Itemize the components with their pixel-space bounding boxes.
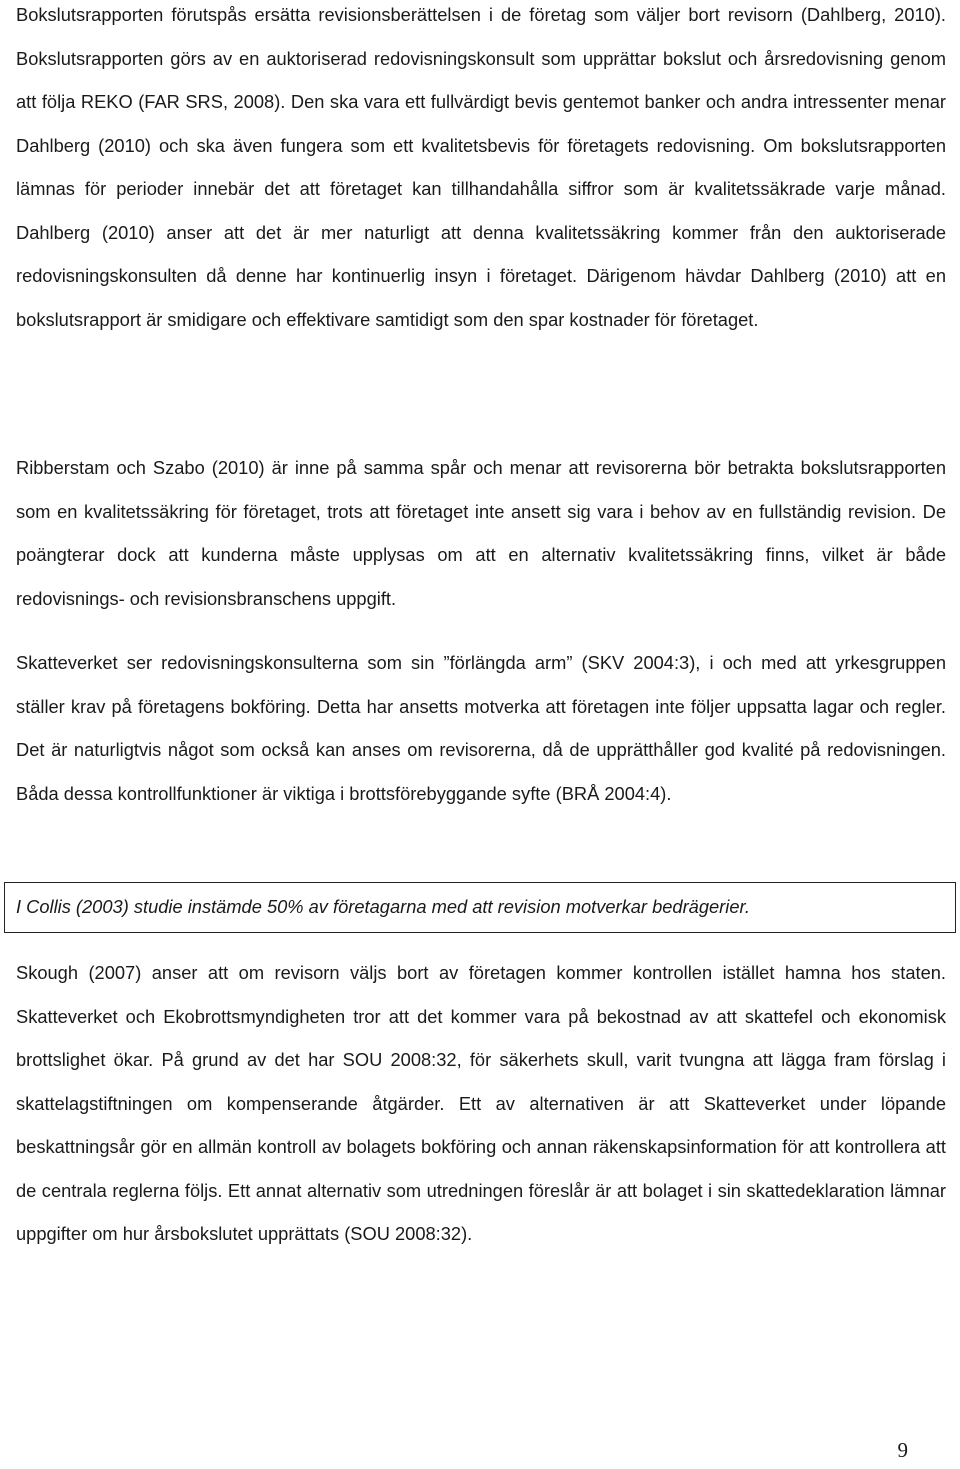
paragraph-bokslutsrapport: Bokslutsrapporten förutspås ersätta revisionsberättelsen i de företag som väljer bort revisorn (Dahlberg, 2010). Bokslutsrapporten görs av en auktoriserad redovisningskonsult som upprättar bokslut och årsredovisning genom att följa REKO (FAR SRS, 2008). Den ska vara ett fullvärdigt bevis gentemot banker och andra intressenter menar Dahlberg (2010) och ska även fungera som ett kvalitetsbevis för företagets redovisning. Om bokslutsrapporten lämnas för perioder innebär det att företaget kan tillhandahålla siffror som är kvalitetssäkrade varje månad. Dahlberg (2010) anser att det är mer naturligt att denna kvalitetssäkring kommer från den auktoriserade redovisningskonsulten då denne har kontinuerlig insyn i företaget. Därigenom hävdar Dahlberg (2010) att en bokslutsrapport är smidigare och effektivare samtidigt som den spar kostnader för företaget. bbox=[16, 4, 946, 330]
paragraph-ribberstam-szabo: Ribberstam och Szabo (2010) är inne på samma spår och menar att revisorerna bör betrakta bokslutsrapporten som en kvalitetssäkring för företaget, trots att företaget inte ansett sig vara i behov av en fullständig revision. De poängterar dock att kunderna måste upplysas om att en alternativ kvalitetssäkring finns, vilket är både redovisnings- och revisionsbranschens uppgift. bbox=[16, 457, 946, 609]
paragraph-skough: Skough (2007) anser att om revisorn väljs bort av företagen kommer kontrollen istället hamna hos staten. Skatteverket och Ekobrottsmyndigheten tror att det kommer vara på bekostnad av att skattefel och ekonomisk brottslighet ökar. På grund av det har SOU 2008:32, för säkerhets skull, varit tvungna att lägga fram förslag i skattelagstiftningen om kompenserande åtgärder. Ett av alternativen är att Skatteverket under löpande beskattningsår gör en allmän kontroll av bolagets bokföring och annan räkenskapsinformation för att kontrollera att de centrala reglerna följs. Ett annat alternativ som utredningen föreslår är att bolaget i sin skattedeklaration lämnar uppgifter om hur årsbokslutet upprättats (SOU 2008:32). bbox=[16, 962, 946, 1244]
paragraph-skatteverket: Skatteverket ser redovisningskonsulterna som sin ”förlängda arm” (SKV 2004:3), i och med att yrkesgruppen ställer krav på företagens bokföring. Detta har ansetts motverka att företagen inte följer uppsatta lagar och regler. Det är naturligtvis något som också kan anses om revisorerna, då de upprätthåller god kvalité på redovisningen. Båda dessa kontrollfunktioner är viktiga i brottsförebyggande syfte (BRÅ 2004:4). bbox=[16, 652, 946, 804]
page-number: 9 bbox=[897, 1438, 908, 1462]
boxed-italic-quote: I Collis (2003) studie instämde 50% av företagarna med att revision motverkar bedrägerier. bbox=[4, 882, 956, 933]
